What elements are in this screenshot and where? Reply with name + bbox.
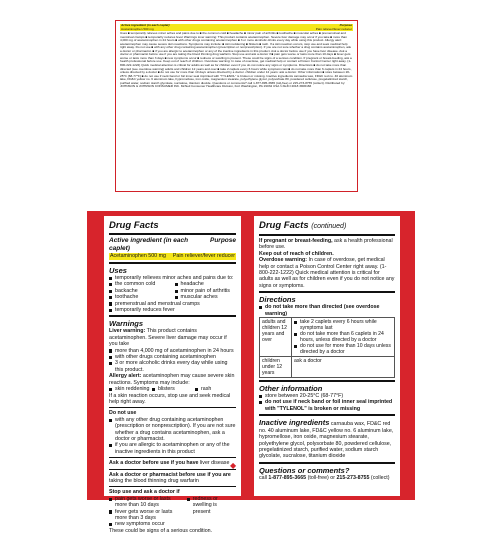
allergy-alert-label: Allergy alert:	[109, 373, 142, 380]
inactive-ingredients-text: carnauba wax, FD&C red no. 40 aluminum lake, FD&C yellow no. 6 aluminum lake, hypromellose, iron oxide, magnesium stearate, polyethylene glycol, polysorbate 80, powdered cellulose, pregelatinized starch, purified water, sodium starch glycolate, sucralose, titanium dioxide	[259, 421, 394, 460]
list-item: redness or swelling is present	[187, 496, 236, 515]
stop-use-heading: Stop use and ask a doctor if	[109, 489, 180, 496]
list-item: take 2 caplets every 6 hours while symptoms last	[294, 319, 392, 331]
heavy-rule	[109, 233, 236, 235]
active-ingredient-row	[109, 253, 236, 260]
thin-rule	[109, 457, 236, 458]
list-item: do not use if neck band or foil inner seal imprinted with "TYLENOL" is broken or missing	[259, 399, 395, 412]
drug-facts-panel-left	[104, 216, 241, 534]
directions-table	[259, 317, 395, 378]
mini-ai-purpose: Pain reliever/fever reducer	[315, 26, 352, 31]
warnings-heading: Warnings	[109, 319, 144, 329]
uses-intro: temporarily relieves minor aches and pains due to:	[109, 275, 236, 281]
directions-adult-cell	[292, 318, 395, 357]
heavy-rule	[259, 414, 395, 416]
active-ingredient-heading	[109, 237, 236, 253]
list-item: headache	[175, 281, 237, 287]
heavy-rule	[259, 291, 395, 293]
uses-heading: Uses	[109, 266, 127, 275]
pregnancy-warning	[259, 238, 395, 251]
continued-arrow-icon: ◆	[230, 461, 237, 470]
questions-call: call	[259, 474, 269, 481]
table-row	[260, 318, 395, 357]
directions-child-text: ask a doctor	[292, 357, 395, 378]
liver-warning	[109, 328, 236, 347]
phone-toll-free: 1-877-895-3665	[268, 474, 307, 481]
questions-mid: (toll-free) or	[306, 474, 337, 481]
pregnancy-warning-label: If pregnant or breast-feeding,	[259, 238, 333, 244]
allergy-alert-text: acetaminophen may cause severe skin reactions. Symptoms may include:	[109, 373, 235, 386]
list-item: rash	[195, 386, 236, 392]
mini-drug-facts-label	[115, 20, 358, 192]
overdose-warning-label: Overdose warning:	[259, 257, 307, 264]
heavy-rule	[259, 380, 395, 382]
mini-label-body: Uses ■ temporarily relieves minor aches and pains due to ■ the common cold ■ headache ■ minor pain of arthritis ■ toothache ■ muscular aches ■ premenstrual and menstrual cramps ■ temporarily reduces fever Warnings Liver warning: This product contains acetaminophen. Severe liver damage may occur if you take ■ more than 4,000 mg of acetaminophen in 24 hours ■ with other drugs containing acetaminophen ■ 3 or more alcoholic drinks every day while using this product. Allergy alert: acetaminophen may cause severe skin reactions. Symptoms may include: ■ skin reddening ■ blisters ■ rash. If a skin reaction occurs, stop use and seek medical help right away. Do not use ■ with any other drug containing acetaminophen (prescription or nonprescription). If you are not sure whether a drug contains acetaminophen, ask a doctor or pharmacist. ■ if you are allergic to acetaminophen or any of the inactive ingredients in this product. Ask a doctor before use if you have liver disease. Ask a doctor or pharmacist before use if you are taking the blood thinning drug warfarin. Stop use and ask a doctor if ■ pain gets worse or lasts more than 10 days ■ fever gets worse or lasts more than 3 days ■ new symptoms occur ■ redness or swelling is present. These could be signs of a serious condition. If pregnant or breast-feeding, ask a health professional before use. Keep out of reach of children. Overdose warning: In case of overdose, get medical help or contact a Poison Control Center right away. (1-800-222-1222) Quick medical attention is critical for adults as well as for children even if you do not notice any signs or symptoms. Directions ■ do not take more than directed (see overdose warning) adults and children 12 years and over ■ take 2 caplets every 6 hours while symptoms last ■ do not take more than 6 caplets in 24 hours, unless directed by a doctor ■ do not use for more than 10 days unless directed by a doctor. children under 12 years: ask a doctor. Other information ■ store between 20-25°C (68-77°F) ■ do not use if neck band or foil inner seal imprinted with "TYLENOL" is broken or missing. Inactive ingredients carnauba wax, FD&C red no. 40 aluminum lake, FD&C yellow no. 6 aluminum lake, hypromellose, iron oxide, magnesium stearate, polyethylene glycol, polysorbate 80, powdered cellulose, pregelatinized starch, purified water, sodium starch glycolate, sucralose, titanium dioxide. Questions or comments? call 1-877-895-3665 (toll-free) or 215-273-8755 (collect). Distributed by: JOHNSON & JOHNSON CONSUMER INC. McNeil Consumer Healthcare Division, Fort Washington, PA 19034 USA ©J&JCI 2018 3906166	[120, 31, 353, 89]
list-item: with other drugs containing acetaminophen	[109, 354, 236, 360]
heavy-rule	[109, 262, 236, 264]
allergy-alert	[109, 373, 236, 386]
do-not-use-heading: Do not use	[109, 410, 137, 417]
list-item: premenstrual and menstrual cramps	[109, 301, 236, 307]
list-item: minor pain of arthritis	[175, 288, 237, 294]
list-item: pain gets worse or lasts more than 10 days	[109, 496, 183, 509]
questions-heading: Questions or comments?	[259, 465, 350, 475]
ask-pharmacist-text: taking the blood thinning drug warfarin	[109, 477, 199, 484]
stop-use-columns	[109, 496, 236, 528]
other-info-heading: Other information	[259, 384, 323, 394]
list-item: do not use for more than 10 days unless directed by a doctor	[294, 343, 392, 355]
list-item: backache	[109, 288, 171, 294]
list-item: blisters	[152, 386, 193, 392]
active-ingredient-name: Acetaminophen 500 mg	[110, 253, 166, 259]
thin-rule	[109, 469, 236, 470]
questions-end: (collect)	[369, 474, 390, 481]
symptom-row	[109, 386, 236, 392]
list-item: 3 or more alcoholic drinks every day while using this product.	[109, 360, 236, 373]
heavy-rule	[259, 462, 395, 464]
heavy-rule	[109, 315, 236, 317]
list-item: if you are allergic to acetaminophen or any of the inactive ingredients in this product	[109, 442, 236, 455]
drug-facts-panel-right	[254, 216, 400, 496]
directions-child-label: children under 12 years	[260, 357, 292, 378]
list-item: do not take more than 6 caplets in 24 hours, unless directed by a doctor	[294, 331, 392, 343]
ask-doctor	[109, 460, 236, 466]
mini-ai-heading-right: Purpose	[339, 23, 352, 27]
ask-doctor-text: liver disease	[198, 460, 230, 467]
list-item: more than 4,000 mg of acetaminophen in 24 hours	[109, 348, 236, 354]
mini-ai-name: Acetaminophen 500 mg	[121, 26, 154, 31]
active-ingredient-label: Active ingredient (in each caplet)	[109, 237, 189, 252]
list-item: new symptoms occur	[109, 521, 183, 527]
questions-contact	[259, 475, 395, 481]
overdose-warning-text: In case of overdose, get medical help or contact a Poison Control Center right away. (1-800-222-1222) Quick medical attention is critical for adults as well as for children even if you do not notice any signs or symptoms.	[259, 257, 395, 289]
directions-adult-label: adults and children 12 years and over	[260, 318, 292, 357]
ask-pharmacist-heading: Ask a doctor or pharmacist before use if you are	[109, 471, 231, 478]
keep-out-of-reach: Keep out of reach of children.	[259, 250, 334, 257]
inactive-ingredients-heading: Inactive ingredients	[259, 418, 330, 428]
drug-facts-title: Drug Facts	[109, 220, 159, 231]
pregnancy-warning-text: ask a health professional before use.	[259, 238, 393, 251]
continued-label: (continued)	[311, 223, 347, 230]
thin-rule	[109, 486, 236, 487]
thin-rule	[109, 407, 236, 408]
heavy-rule	[259, 234, 395, 236]
phone-collect: 215-273-8755	[336, 474, 370, 481]
ask-doctor-label: Ask a doctor before use if you have	[109, 460, 199, 467]
liver-warning-label: Liver warning:	[109, 328, 146, 335]
list-item: muscular aches	[175, 294, 237, 300]
list-item: fever gets worse or lasts more than 3 days	[109, 509, 183, 522]
inactive-ingredients	[259, 418, 395, 459]
skin-reaction-note: If a skin reaction occurs, stop use and seek medical help right away.	[109, 392, 231, 405]
active-ingredient-purpose: Pain reliever/fever reducer	[172, 253, 235, 259]
table-row	[260, 357, 395, 378]
overdose-warning	[259, 257, 395, 289]
directions-heading: Directions	[259, 295, 296, 305]
list-item: the common cold	[109, 281, 171, 287]
purpose-label: Purpose	[209, 237, 236, 244]
list-item: temporarily reduces fever	[109, 307, 236, 313]
drug-facts-title-continued	[259, 220, 395, 232]
list-item: with any other drug containing acetaminophen (prescription or nonprescription). If you are not sure whether a drug contains acetaminophen, ask a doctor or pharmacist.	[109, 417, 236, 443]
directions-first: do not take more than directed (see overdose warning)	[259, 304, 395, 317]
drug-facts-title: Drug Facts	[259, 220, 309, 231]
mini-ai-heading-left: Active ingredient (in each caplet)	[121, 23, 170, 27]
list-item: store between 20-25°C (68-77°F)	[259, 393, 395, 399]
list-item: toothache	[109, 294, 171, 300]
list-item: skin reddening	[109, 386, 150, 392]
liver-warning-text: This product contains acetaminophen. Severe liver damage may occur if you take	[109, 328, 227, 348]
uses-columns	[109, 281, 236, 300]
serious-condition-note: These could be signs of a serious condition.	[109, 527, 213, 534]
